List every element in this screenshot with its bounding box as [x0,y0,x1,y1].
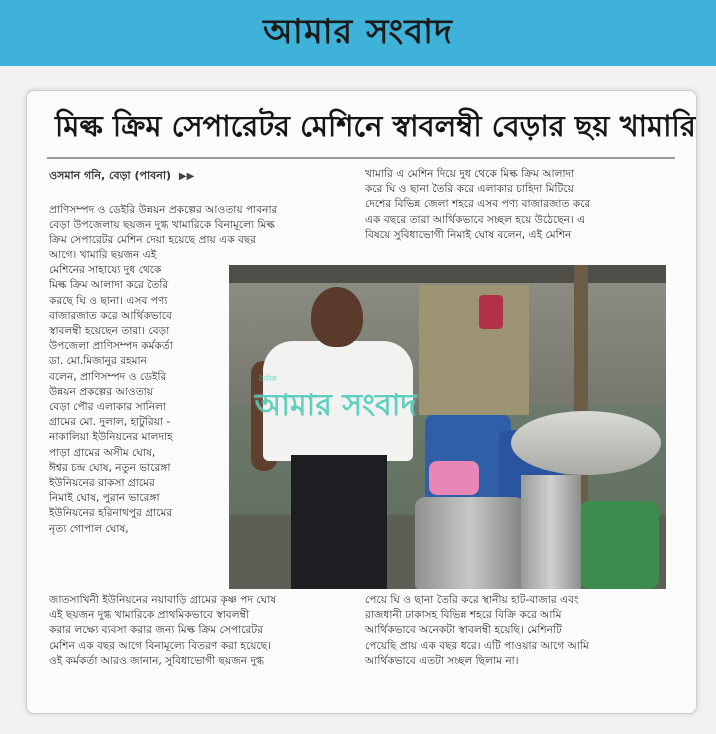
text-line: রাজধানী ঢাকাসহ বিভিন্ন শহরে বিক্রি করে আমি [365,609,562,622]
photo-person-pants [291,455,387,589]
right-column-top [365,167,669,243]
text-line: ঈশ্বর চন্দ্র ঘোষ, নতুন ভারেঙ্গা [49,461,171,474]
left-column-bottom [49,593,355,669]
photo-separator-bowl [511,411,661,475]
text-line: বিষয়ে সুবিধাভোগী নিমাই ঘোষ বলেন, এই মেশিন [365,228,572,241]
text-line: পাড়া গ্রামের অসীম ঘোষ, [49,446,156,459]
text-line: দেশের বিভিন্ন জেলা শহরে এসব পণ্য বাজারজাত করে [365,198,591,211]
right-column-bottom [365,593,669,669]
photo-green-tank [579,501,659,589]
photo-watermark: আমার সংবাদ [255,388,417,423]
newspaper-logo: আমার সংবাদ [263,12,453,52]
text-line: বলেন, প্রাণিসম্পদ ও ডেইরি [49,370,167,383]
text-line: মেশিন এক বছর আগে বিনামূল্যে বিতরণ করা হয়েছে। [49,639,271,652]
article-headline: মিল্ক ক্রিম সেপারেটর মেশিনে স্বাবলম্বী বেড়ার ছয় খামারি [55,109,696,143]
text-line: উন্নয়ন প্রকল্পের আওতায় [49,385,153,398]
byline-arrows-icon: ▶▶ [178,171,195,182]
text-line: ডা. মো.মিজানুর রহমান [49,355,147,368]
text-line: পেয়েছি প্রায় এক বছর ধরে। এটি পাওয়ার আগে আমি [365,639,589,652]
photo-ceiling [229,265,666,283]
text-line: আর্থিকভাবে অনেকটা স্বাবলম্বী হয়েছি। মেশিনটি [365,624,562,637]
article-byline [49,167,194,186]
photo-steel-pot [415,497,525,589]
text-line: খামারি এ মেশিন দিয়ে দুধ থেকে মিল্ক ক্রিম আলাদা [365,168,575,180]
text-line: পেয়ে ঘি ও ছানা তৈরি করে স্থানীয় হাট-বাজার এবং [365,594,579,606]
text-line: নাকালিয়া ইউনিয়নের মালদাহ [49,431,173,444]
text-line: বেড়া পৌর এলাকার সানিলা [49,401,167,414]
text-line: মেশিনের সাহায্যে দুধ থেকে [49,264,162,277]
text-line: জাতসাখিনী ইউনিয়নের নয়াবাড়ি গ্রামের কৃষ্ণ পদ ঘোষ [49,594,277,606]
text-line: ওই কর্মকর্তা আরও জানান, সুবিধাভোগী ছয়জন দুগ্ধ [49,654,265,667]
text-line: প্রাণিসম্পদ ও ডেইরি উন্নয়ন প্রকল্পের আওতায় পাবনার [49,204,278,216]
text-line: আগে। খামারি ছয়জন এই [49,249,157,261]
text-line: ইউনিয়নের রাকসা গ্রামের [49,477,155,490]
text-line: বাজারজাত করে আর্থিকভাবে [49,309,172,322]
text-line: করে ঘি ও ছানা তৈরি করে এলাকার চাহিদা মিটিয়ে [365,183,574,196]
photo-red-cup [479,295,503,329]
text-line: বেড়া উপজেলায় ছয়জন দুগ্ধ খামারিকে বিনামূল্যে মিল্ক [49,219,275,232]
headline-divider [47,157,675,159]
left-column-top [49,203,353,249]
photo-door [419,285,529,415]
text-line: ক্রিম সেপারেটর মেশিন দেয়া হয়েছে প্রায় এক বছর [49,234,257,247]
text-line: মিল্ক ক্রিম আলাদা করে তৈরি [49,279,169,292]
text-line: আর্থিকভাবে এতটা সচ্ছল ছিলাম না। [365,654,519,667]
text-line: গ্রামের মো. দুলাল, হাটুরিয়া - [49,416,171,429]
text-line: নিমাই ঘোষ, পুরান ভারেঙ্গা [49,492,160,505]
text-line: ইউনিয়নের হরিনাথপুর গ্রামের [49,507,173,520]
photo-person-head [311,287,363,347]
byline-text: ওসমান গনি, বেড়া (পাবনা) [49,169,172,182]
text-line: উপজেলা প্রাণিসম্পদ কর্মকর্তা [49,340,173,353]
text-line: করছে ঘি ও ছানা। এসব পণ্য [49,294,168,307]
text-line: স্বাবলম্বী হয়েছেন তারা। বেড়া [49,325,170,338]
text-line: নৃত্য গোপাল ঘোষ, [49,522,129,535]
photo-pink-cup [429,461,479,495]
article-card [26,90,697,714]
text-line: করার লক্ষ্যে ব্যবসা করার জন্য মিল্ক ক্রিম সেপারেটর [49,624,263,637]
photo-separator-base [521,475,581,589]
left-column-narrow [49,248,223,537]
text-line: এই ছয়জন দুগ্ধ খামারিকে প্রাথমিকভাবে স্বাবলম্বী [49,609,249,622]
article-photo [229,265,666,589]
text-line: এক বছরে তারা আর্থিকভাবে সচ্ছল হয়ে উঠেছেন। এ [365,213,586,226]
photo-watermark-small: দৈনিক [259,375,277,383]
